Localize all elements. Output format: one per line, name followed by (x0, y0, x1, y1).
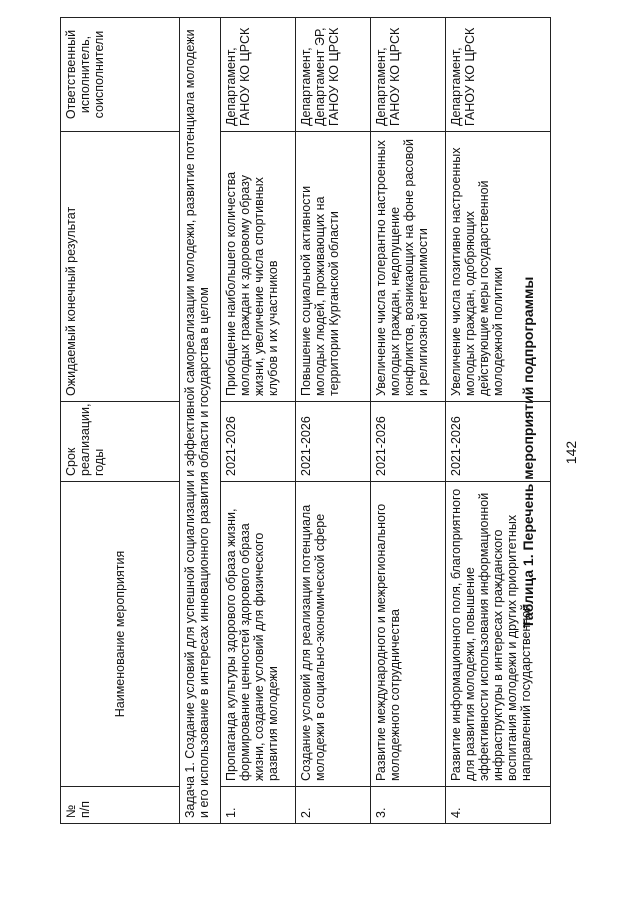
row-num: 4. (446, 787, 551, 824)
table-row (296, 18, 371, 824)
task-text: Задача 1. Создание условий для успешной социализации и эффективной самореализации молодежи, развитие потенциала молодежи и его использование в интересах инновационного развития области и государства в целом (180, 18, 221, 824)
row-responsible: Департамент, ГАНОУ КО ЦРСК (446, 18, 551, 132)
table-title: Таблица 1. Перечень мероприятий подпрограммы (520, 276, 536, 629)
page-number: 142 (563, 440, 579, 465)
task-row (180, 18, 221, 824)
row-num: 1. (221, 787, 296, 824)
row-responsible: Департамент, ГАНОУ КО ЦРСК (221, 18, 296, 132)
table-row (221, 18, 296, 824)
table-row (446, 18, 551, 824)
header-result: Ожидаемый конечный результат (61, 132, 180, 402)
row-result: Увеличение числа толерантно настроенных молодых граждан, недопущение конфликтов, возникающих на фоне расовой и религиозной нетерпимости (371, 132, 446, 402)
row-name: Создание условий для реализации потенциала молодежи в социально-экономической сфере (296, 482, 371, 787)
row-num: 2. (296, 787, 371, 824)
row-name: Развитие информационного поля, благоприятного для развития молодежи, повышение эффективности использования информационной инфраструктуры в интересах гражданского воспитания молодежи и других приоритетных направлений государственной (446, 482, 551, 787)
row-result: Приобщение наибольшего количества молодых граждан к здоровому образу жизни, увеличение числа спортивных клубов и их участников (221, 132, 296, 402)
table-row (371, 18, 446, 824)
row-responsible: Департамент, Департамент ЭР, ГАНОУ КО ЦРСК (296, 18, 371, 132)
row-name: Развитие международного и межрегионального молодежного сотрудничества (371, 482, 446, 787)
row-responsible: Департамент, ГАНОУ КО ЦРСК (371, 18, 446, 132)
header-period: Срок реализации, годы (61, 402, 180, 482)
header-responsible: Ответственный исполнитель, соисполнители (61, 18, 180, 132)
row-period: 2021-2026 (446, 402, 551, 482)
row-result: Повышение социальной активности молодых людей, проживающих на территории Курганской области (296, 132, 371, 402)
row-period: 2021-2026 (221, 402, 296, 482)
table-header-row (61, 18, 180, 824)
row-result: Увеличение числа позитивно настроенных молодых граждан, одобряющих действующие меры государственной молодежной политики (446, 132, 551, 402)
measures-table (60, 17, 551, 824)
header-num: № п/п (61, 787, 180, 824)
header-name: Наименование мероприятия (61, 482, 180, 787)
row-period: 2021-2026 (296, 402, 371, 482)
row-num: 3. (371, 787, 446, 824)
row-name: Пропаганда культуры здорового образа жизни, формирование ценностей здорового образа жизни, создание условий для физического развития молодежи (221, 482, 296, 787)
row-period: 2021-2026 (371, 402, 446, 482)
